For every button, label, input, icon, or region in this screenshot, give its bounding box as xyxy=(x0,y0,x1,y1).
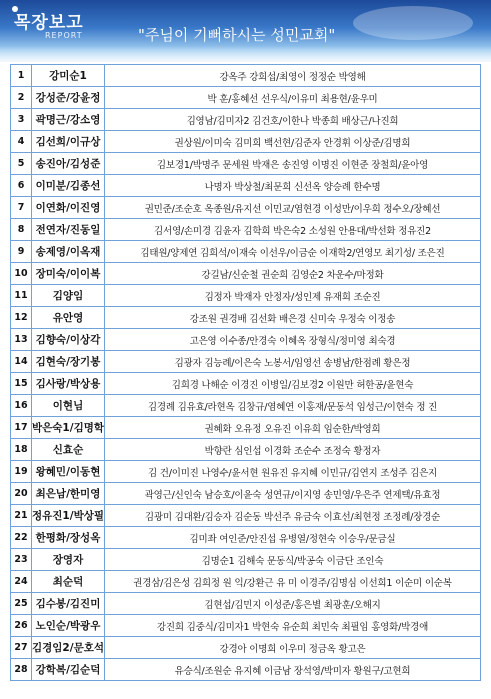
ranch-leader: 유안영 xyxy=(32,307,105,329)
table-row xyxy=(11,285,481,307)
ranch-leader: 김양임 xyxy=(32,285,105,307)
table-row xyxy=(11,65,481,87)
ranch-leader: 노인순/박광우 xyxy=(32,615,105,637)
table-row xyxy=(11,439,481,461)
row-number: 8 xyxy=(11,219,32,241)
table-row xyxy=(11,637,481,659)
ranch-leader: 김사랑/박상용 xyxy=(32,373,105,395)
ranch-members: 박 훈/홍혜선 선우식/이유미 최용현/윤우미 xyxy=(105,87,481,109)
table-row xyxy=(11,351,481,373)
ranch-members: 나명자 박상철/최문희 신선옥 양승례 한수명 xyxy=(105,175,481,197)
ranch-leader: 송진아/김성준 xyxy=(32,153,105,175)
table-row xyxy=(11,131,481,153)
ranch-members: 김서영/손미경 김윤자 김학희 박은숙2 소성원 안용대/박선화 정유진2 xyxy=(105,219,481,241)
row-number: 2 xyxy=(11,87,32,109)
ranch-leader: 박은숙1/김명학 xyxy=(32,417,105,439)
ranch-leader: 장미숙/이이복 xyxy=(32,263,105,285)
ranch-leader: 김경임2/문호석 xyxy=(32,637,105,659)
ranch-members: 곽영근/신인숙 남승호/이윤숙 성연규/이지영 송민영/우은주 연제택/유효정 xyxy=(105,483,481,505)
ranch-members: 김명순1 김해숙 문동식/박공숙 이금단 조인숙 xyxy=(105,549,481,571)
ranch-members: 김영남/김미자2 김건호/이한나 박종희 배상근/나진희 xyxy=(105,109,481,131)
ranch-leader: 왕혜민/이동현 xyxy=(32,461,105,483)
table-row xyxy=(11,263,481,285)
ranch-leader: 강성준/강윤정 xyxy=(32,87,105,109)
ranch-leader: 장영자 xyxy=(32,549,105,571)
table-row xyxy=(11,593,481,615)
ranch-leader: 김향숙/이상각 xyxy=(32,329,105,351)
table-row xyxy=(11,153,481,175)
ranch-members: 강길남/신순철 권순희 김영순2 차운수/마정화 xyxy=(105,263,481,285)
row-number: 11 xyxy=(11,285,32,307)
row-number: 25 xyxy=(11,593,32,615)
table-row xyxy=(11,307,481,329)
ranch-leader: 이미분/김종선 xyxy=(32,175,105,197)
row-number: 16 xyxy=(11,395,32,417)
table-row xyxy=(11,505,481,527)
row-number: 17 xyxy=(11,417,32,439)
ranch-leader: 김수봉/김진미 xyxy=(32,593,105,615)
ranch-leader: 한평화/장성옥 xyxy=(32,527,105,549)
sea-decoration xyxy=(0,46,491,62)
row-number: 18 xyxy=(11,439,32,461)
row-number: 15 xyxy=(11,373,32,395)
table-row xyxy=(11,395,481,417)
table-row xyxy=(11,615,481,637)
row-number: 27 xyxy=(11,637,32,659)
ranch-leader: 이현님 xyxy=(32,395,105,417)
table-row xyxy=(11,417,481,439)
table-row xyxy=(11,571,481,593)
row-number: 22 xyxy=(11,527,32,549)
ranch-members: 권상원/이미숙 김미희 백선현/김준자 안경휘 이상준/김명희 xyxy=(105,131,481,153)
table-row xyxy=(11,87,481,109)
table-row xyxy=(11,219,481,241)
row-number: 19 xyxy=(11,461,32,483)
ranch-members: 김미좌 여인준/안진섭 유병열/정현숙 이승우/문금실 xyxy=(105,527,481,549)
table-row xyxy=(11,373,481,395)
table-row xyxy=(11,241,481,263)
row-number: 6 xyxy=(11,175,32,197)
ranch-members: 김광미 김대환/김승자 김순동 박선주 유금숙 이효선/최현정 조정례/장경순 xyxy=(105,505,481,527)
ranch-members: 권민준/조순호 옥종원/유지선 이민교/염현경 이성만/이우희 정수오/장혜선 xyxy=(105,197,481,219)
row-number: 4 xyxy=(11,131,32,153)
ranch-members: 강조원 권경배 김선화 배은경 신미숙 우정숙 이정송 xyxy=(105,307,481,329)
ranch-leader: 김현숙/장기봉 xyxy=(32,351,105,373)
ranch-members: 김경례 김유효/라현옥 김창규/염혜연 이홍재/문동석 임성근/이현숙 정 진 xyxy=(105,395,481,417)
table-row xyxy=(11,527,481,549)
cloud-decoration xyxy=(353,6,473,40)
row-number: 12 xyxy=(11,307,32,329)
ranch-leader: 강학복/김순덕 xyxy=(32,659,105,681)
ranch-members: 권혜화 오유정 오유진 이유희 임순한/박영희 xyxy=(105,417,481,439)
row-number: 7 xyxy=(11,197,32,219)
ranch-leader: 최순덕 xyxy=(32,571,105,593)
ranch-members: 강진희 김중식/김미자1 박현숙 유순희 최민숙 최필임 홍영화/박경애 xyxy=(105,615,481,637)
logo-title: 목장보고 xyxy=(14,13,84,33)
ranch-members: 강옥주 강희섭/최영이 정정순 박영해 xyxy=(105,65,481,87)
row-number: 21 xyxy=(11,505,32,527)
table-row xyxy=(11,329,481,351)
row-number: 28 xyxy=(11,659,32,681)
ranch-leader: 김선희/이규상 xyxy=(32,131,105,153)
row-number: 3 xyxy=(11,109,32,131)
row-number: 9 xyxy=(11,241,32,263)
ranch-leader: 곽명근/강소영 xyxy=(32,109,105,131)
church-slogan: "주님이 기뻐하시는 성민교회" xyxy=(138,26,336,44)
row-number: 13 xyxy=(11,329,32,351)
row-number: 23 xyxy=(11,549,32,571)
table-row xyxy=(11,549,481,571)
ranch-leader: 송제영/이옥재 xyxy=(32,241,105,263)
ranch-leader: 강미순1 xyxy=(32,65,105,87)
ranch-leader: 최은남/한미영 xyxy=(32,483,105,505)
ranch-members: 김정자 박재자 안정자/성인제 유재희 조순진 xyxy=(105,285,481,307)
row-number: 20 xyxy=(11,483,32,505)
ranch-members: 박향란 심인섭 이경화 조순수 조정숙 황정자 xyxy=(105,439,481,461)
ranch-members: 강경아 이명희 이우미 정금옥 황고은 xyxy=(105,637,481,659)
ranch-members: 김 건/이미진 나영수/윤서현 원유진 유지혜 이민규/김연지 조성주 김은지 xyxy=(105,461,481,483)
table-row xyxy=(11,659,481,681)
logo-subtitle: REPORT xyxy=(45,31,83,40)
ranch-leader: 신효순 xyxy=(32,439,105,461)
table-row xyxy=(11,197,481,219)
row-number: 1 xyxy=(11,65,32,87)
row-number: 5 xyxy=(11,153,32,175)
ranch-members: 고은영 이수종/안경숙 이혜옥 장형식/정미영 최숙경 xyxy=(105,329,481,351)
table-row xyxy=(11,483,481,505)
ranch-leader: 이연화/이진영 xyxy=(32,197,105,219)
ranch-members: 유승식/조원순 유지혜 이금남 장석영/박미자 황원구/고현희 xyxy=(105,659,481,681)
table-row xyxy=(11,175,481,197)
ranch-members: 권경삼/김은성 김희정 원 익/강환근 유 미 이경주/김명심 이선희1 이순미 이순복 xyxy=(105,571,481,593)
ranch-leader: 전연자/진동일 xyxy=(32,219,105,241)
table-row xyxy=(11,461,481,483)
table-row xyxy=(11,109,481,131)
row-number: 10 xyxy=(11,263,32,285)
ranch-report-table xyxy=(10,64,481,681)
ranch-members: 김보경1/박명주 문세원 박재은 송진영 이명진 이현준 장철희/윤아영 xyxy=(105,153,481,175)
row-number: 26 xyxy=(11,615,32,637)
ranch-members: 김현섭/김민지 이성준/홍은별 최광훈/오해지 xyxy=(105,593,481,615)
row-number: 14 xyxy=(11,351,32,373)
ranch-members: 김태원/양제연 김희석/이재숙 이선우/이금순 이재학2/연영모 최기성/ 조은진 xyxy=(105,241,481,263)
ranch-members: 김광자 김능례/이은숙 노봉서/임영선 송병남/한점례 황은정 xyxy=(105,351,481,373)
report-table-wrapper xyxy=(10,64,481,681)
ranch-leader: 정유진1/박상필 xyxy=(32,505,105,527)
ranch-members: 김희경 나해순 이경진 이병일/김보경2 이원만 허한공/윤현숙 xyxy=(105,373,481,395)
row-number: 24 xyxy=(11,571,32,593)
report-header xyxy=(0,0,491,62)
